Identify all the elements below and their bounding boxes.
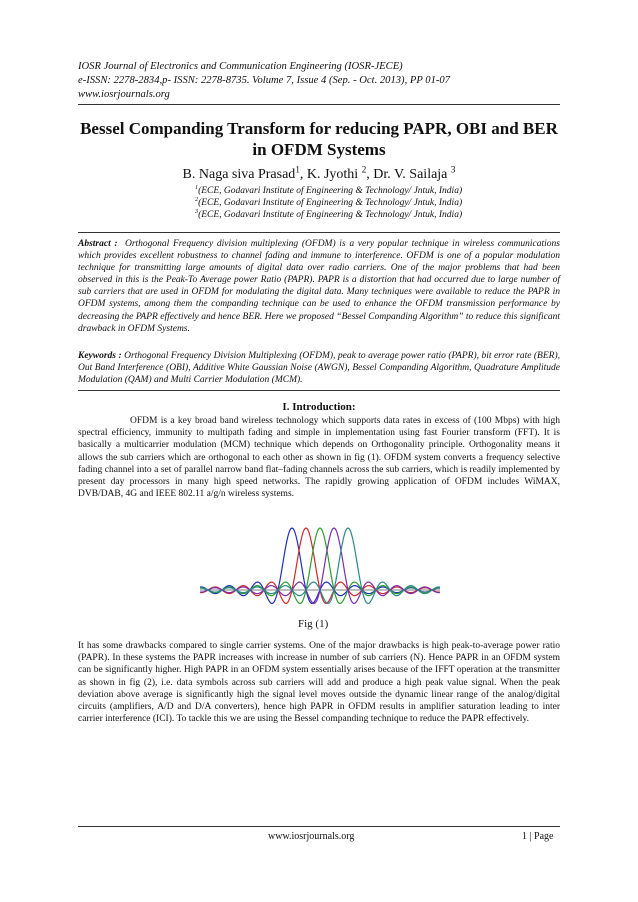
author-list: B. Naga siva Prasad$^1$, K. Jyothi $^2$, Dr. V. Sailaja $^3$ bbox=[182, 164, 456, 182]
figure-caption: Fig (1) bbox=[298, 618, 329, 630]
journal-website: www.iosrjournals.org bbox=[78, 89, 170, 100]
subcarrier-wave bbox=[200, 528, 440, 603]
affiliation: $^3$(ECE, Godavari Institute of Engineering & Technology/ Jntuk, India) bbox=[195, 209, 463, 221]
keywords-text: Orthogonal Frequency Division Multiplexing (OFDM), peak to average power ratio (PAPR), bit error rate (BER), Out Band Interference (OBI), Additive White Gaussian Noise (AWGN), Bessel Companding Algorithm, Quadrature Amplitude Modulation (QAM) and Multi Carrier Modulation (MCM). bbox=[78, 351, 560, 386]
author-sup: 1 bbox=[295, 164, 300, 175]
journal-issn: e-ISSN: 2278-2834,p- ISSN: 2278-8735. Volume 7, Issue 4 (Sep. - Oct. 2013), PP 01-07 bbox=[78, 75, 450, 86]
footer-rule bbox=[78, 826, 560, 827]
subcarrier-figure bbox=[200, 520, 440, 620]
author-name: K. Jyothi bbox=[306, 167, 362, 182]
intro-paragraph-1: OFDM is a key broad band wireless technology which supports data rates in excess of (100 Mbps) with high spectral efficiency, immunity to multipath fading and simple in implementation using fast Fourier transform (FFT). It is basically a multicarrier modulation (MCM) technique which depends on Orthogonality principle. Orthogonality means it allows the sub carriers which are orthogonal to each other as shown in fig (1). OFDM system converts a frequency selective fading channel into a set of parallel narrow band flat–fading channels across the sub carriers, which is readily implemented by present day processors in many high speed networks. The rapidly growing application of OFDM includes WiMAX, DVB/DAB, 4G and IEEE 802.11 a/g/n wireless systems. bbox=[78, 416, 560, 500]
header-rule bbox=[78, 104, 560, 105]
paper-title: Bessel Companding Transform for reducing PAPR, OBI and BER in OFDM Systems bbox=[80, 119, 558, 159]
journal-header bbox=[78, 60, 558, 102]
intro-paragraph-2: It has some drawbacks compared to single carrier systems. One of the major drawbacks is high peak-to-average power ratio (PAPR). In these systems the PAPR increases with increase in number of sub carriers (N). Hence PAPR in an OFDM system can be significantly higher. High PAPR in an OFDM system essentially arises because of the IFFT operation at the transmitter as shown in fig (2), i.e. data symbols across sub carriers will add and produce a high peak value signal. When the peak deviation above average is significantly high the signal level moves outside the dynamic linear range of the analog/digital circuits (amplifiers, A/D and D/A converters), hence high PAPR in OFDM results in amplifier saturation leading to inter carrier interference (ICI). To tackle this we are using the Bessel companding technique to reduce the PAPR effectively. bbox=[78, 641, 560, 725]
author-sup: 3 bbox=[450, 164, 456, 175]
author-name: Dr. V. Sailaja bbox=[373, 167, 451, 182]
page-number: 1 | Page bbox=[522, 831, 554, 842]
affiliation: $^2$(ECE, Godavari Institute of Engineering & Technology/ Jntuk, India) bbox=[195, 197, 463, 209]
abstract-text: Orthogonal Frequency division multiplexing (OFDM) is a very popular technique in wireless communications which provides excellent robustness to channel fading and immune to interference. OFDM is one of a popular modulation technique for transmitting large amounts of digital data over radio carriers. One of the major problems that had been observed in this is the Peak-To Average power Ratio (PAPR). PAPR is a distortion that had occurred due to large number of sub carriers that are used in OFDM for modulating the digital data. Many techniques were available to reduce the PAPR in OFDM systems, among them the companding technique can be used to enhance the OFDM transmission performance by decreasing the PAPR effectively and hence BER. Here we proposed “Bessel Companding Algorithm” to reduce this significant drawback in OFDM Systems. bbox=[78, 239, 560, 334]
journal-name: IOSR Journal of Electronics and Communication Engineering (IOSR-JECE) bbox=[78, 61, 403, 72]
keywords-label: Keywords : bbox=[78, 351, 122, 361]
keywords bbox=[78, 350, 560, 386]
affiliation-list bbox=[195, 185, 555, 222]
section-heading: I. Introduction: bbox=[282, 401, 356, 413]
abstract-bottom-rule bbox=[78, 390, 560, 391]
footer-website: www.iosrjournals.org bbox=[268, 831, 355, 842]
abstract-label: Abstract : bbox=[78, 239, 118, 249]
author-sup: 2 bbox=[361, 164, 367, 175]
author-name: B. Naga siva Prasad bbox=[182, 167, 296, 182]
abstract bbox=[78, 238, 560, 335]
abstract-top-rule bbox=[78, 232, 560, 233]
affiliation: $^1$(ECE, Godavari Institute of Engineering & Technology/ Jntuk, India) bbox=[195, 184, 463, 196]
